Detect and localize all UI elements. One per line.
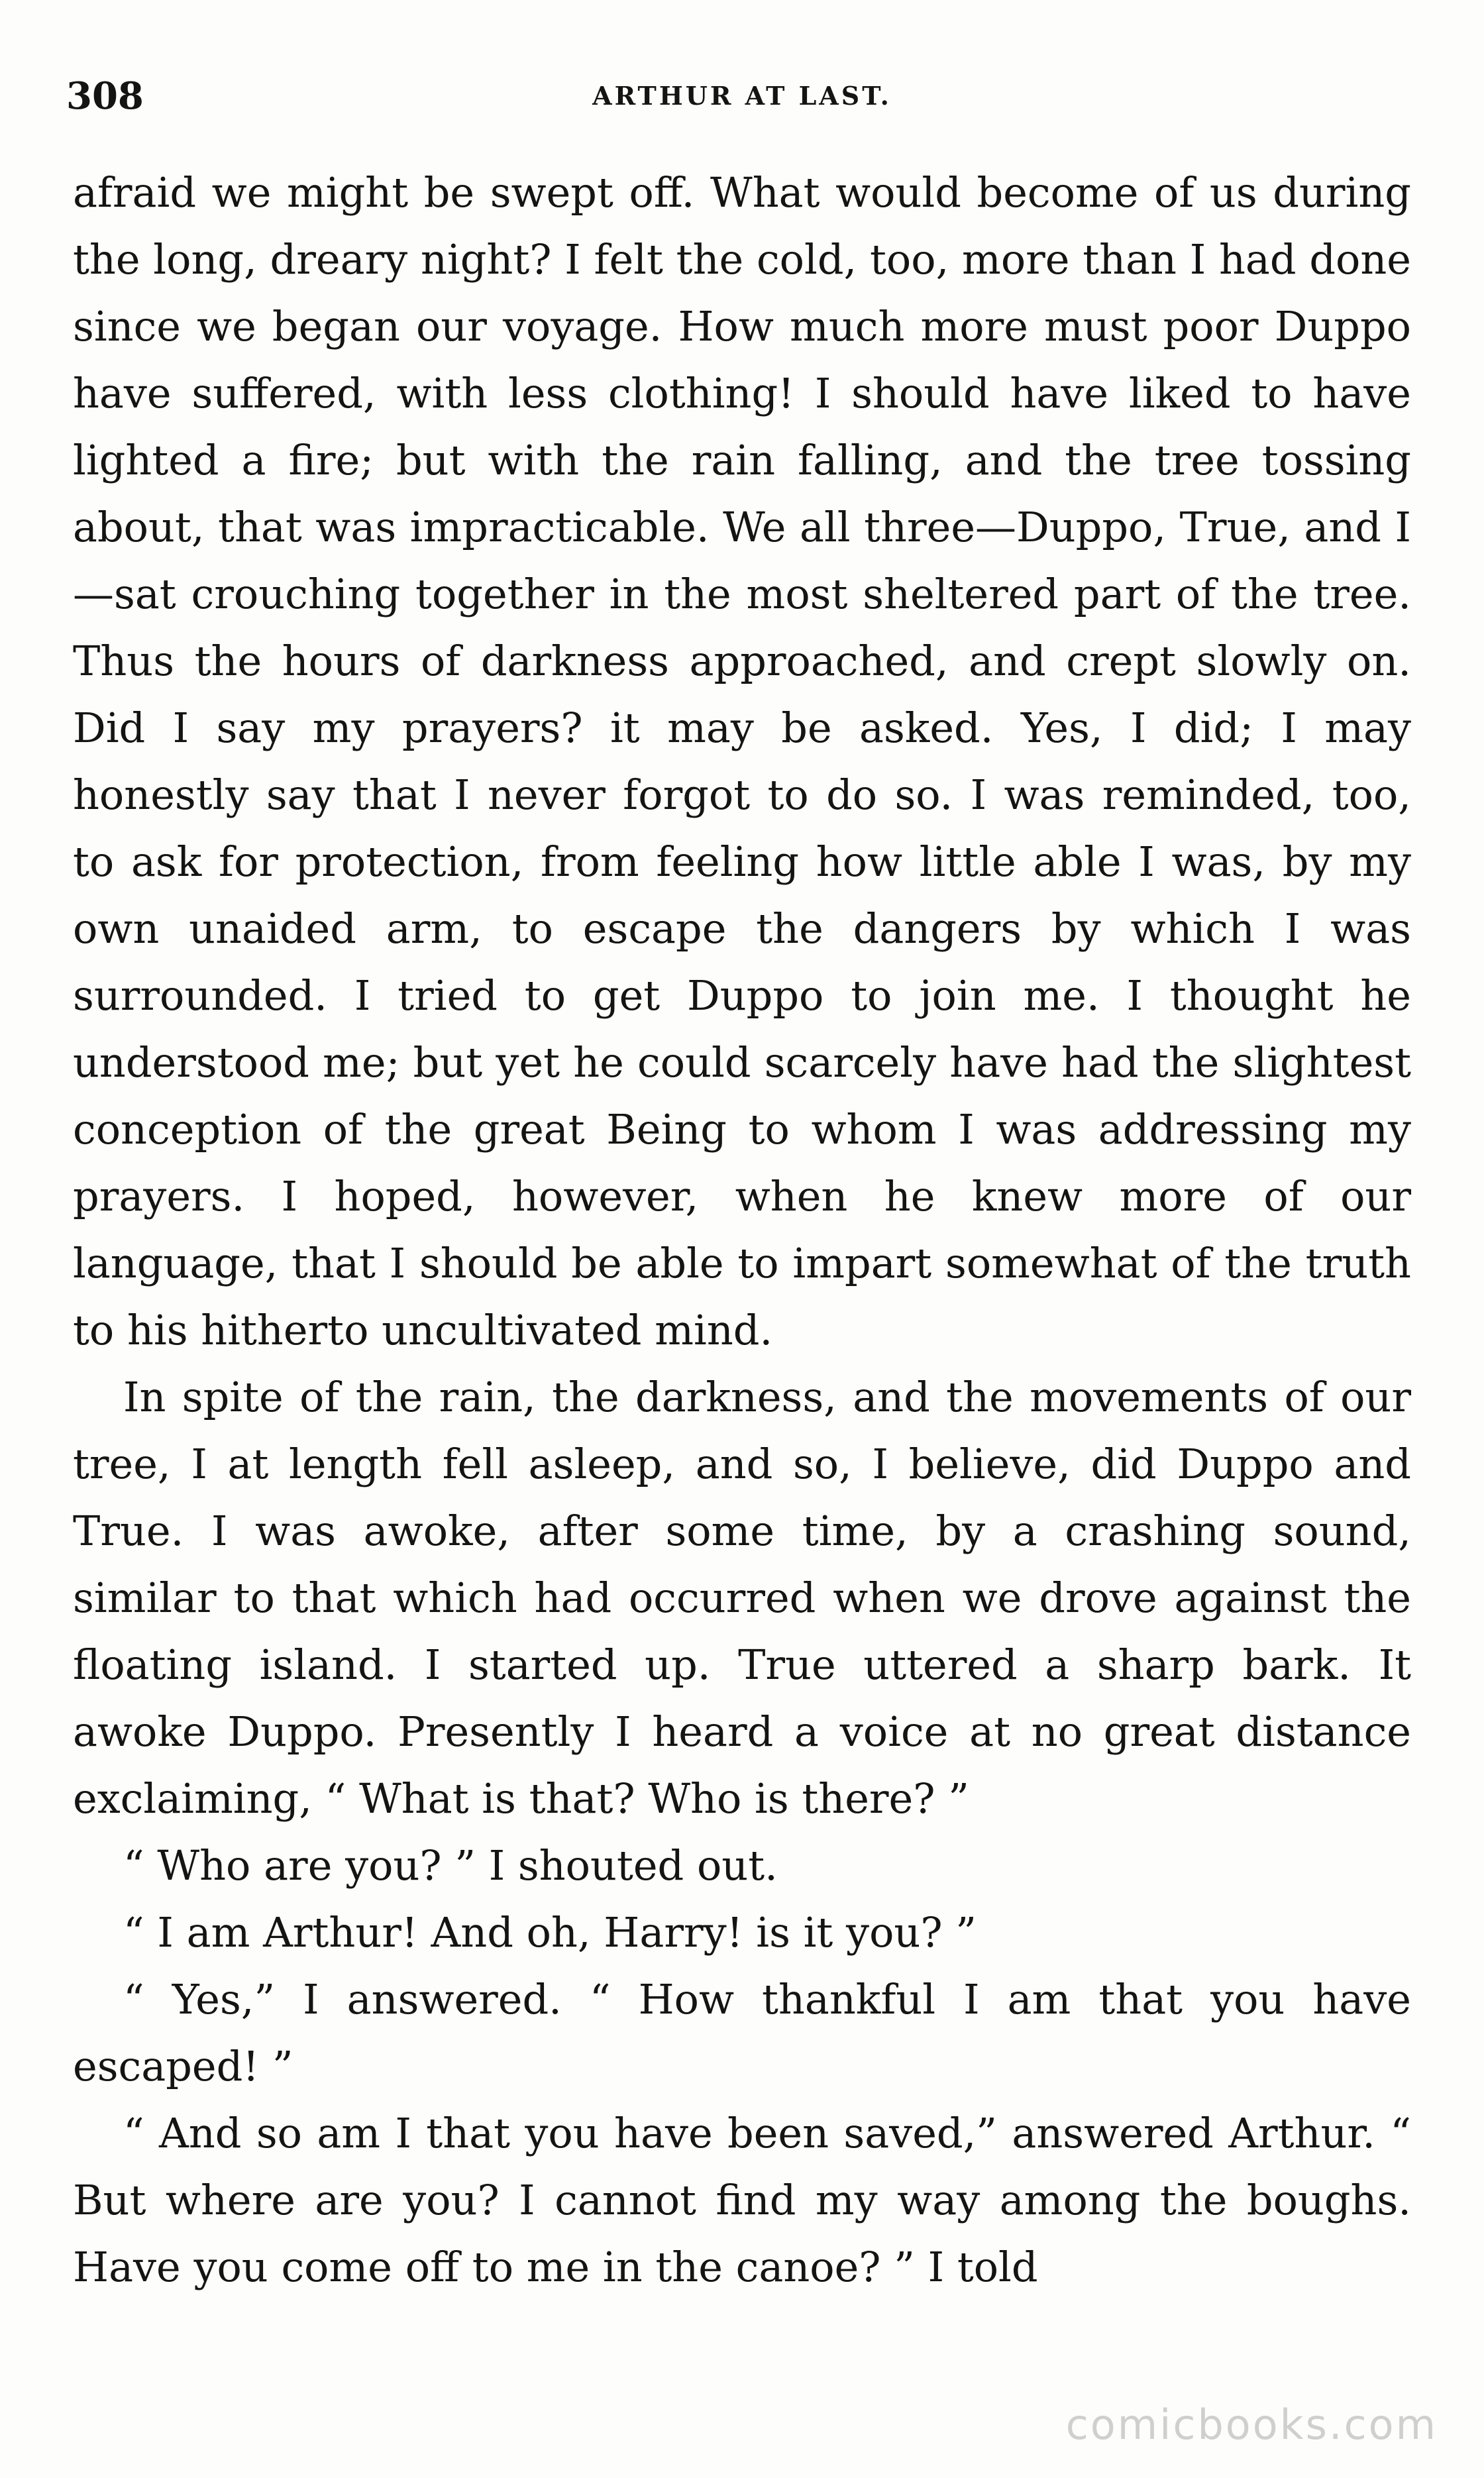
paragraph-5: “ Yes,” I answered. “ How thankful I am that you have escaped! ”: [73, 1975, 1411, 2090]
paragraph-4: “ I am Arthur! And oh, Harry! is it you? ”: [123, 1908, 977, 1957]
paragraph-1: afraid we might be swept off. What would become of us during the long, dreary night? I felt the cold, too, more than I had done since we began our voyage. How much more must poor Duppo have suffered, with less clothing! I should have liked to have lighted a fire; but with the rain falling, and the tree tossing about, that was impracticable. We all three—Duppo, True, and I—sat crouching together in the most sheltered part of the tree. Thus the hours of darkness approached, and crept slowly on. Did I say my prayers? it may be asked. Yes, I did; I may honestly say that I never forgot to do so. I was reminded, too, to ask for protection, from feeling how little able I was, by my own unaided arm, to escape the dangers by which I was surrounded. I tried to get Duppo to join me. I thought he understood me; but yet he could scarcely have had the slightest conception of the great Being to whom I was addressing my prayers. I hoped, however, when he knew more of our language, that I should be able to impart somewhat of the truth to his hitherto uncultivated mind.: [73, 168, 1411, 1354]
watermark: comicbooks.com: [1065, 2400, 1438, 2449]
page-header: [66, 66, 1418, 126]
running-head: ARTHUR AT LAST.: [592, 81, 892, 111]
page-number: 308: [66, 74, 144, 118]
body-text: [73, 159, 1411, 2300]
paragraph-6: “ And so am I that you have been saved,” answered Arthur. “ But where are you? I cannot find my way among the boughs. Have you come off to me in the canoe? ” I told: [73, 2109, 1411, 2291]
paragraph-3: “ Who are you? ” I shouted out.: [123, 1841, 778, 1890]
paragraph-2: In spite of the rain, the darkness, and the movements of our tree, I at length fell asleep, and so, I believe, did Duppo and True. I was awoke, after some time, by a crashing sound, similar to that which had occurred when we drove against the floating island. I started up. True uttered a sharp bark. It awoke Duppo. Presently I heard a voice at no great distance exclaiming, “ What is that? Who is there? ”: [73, 1373, 1411, 1823]
